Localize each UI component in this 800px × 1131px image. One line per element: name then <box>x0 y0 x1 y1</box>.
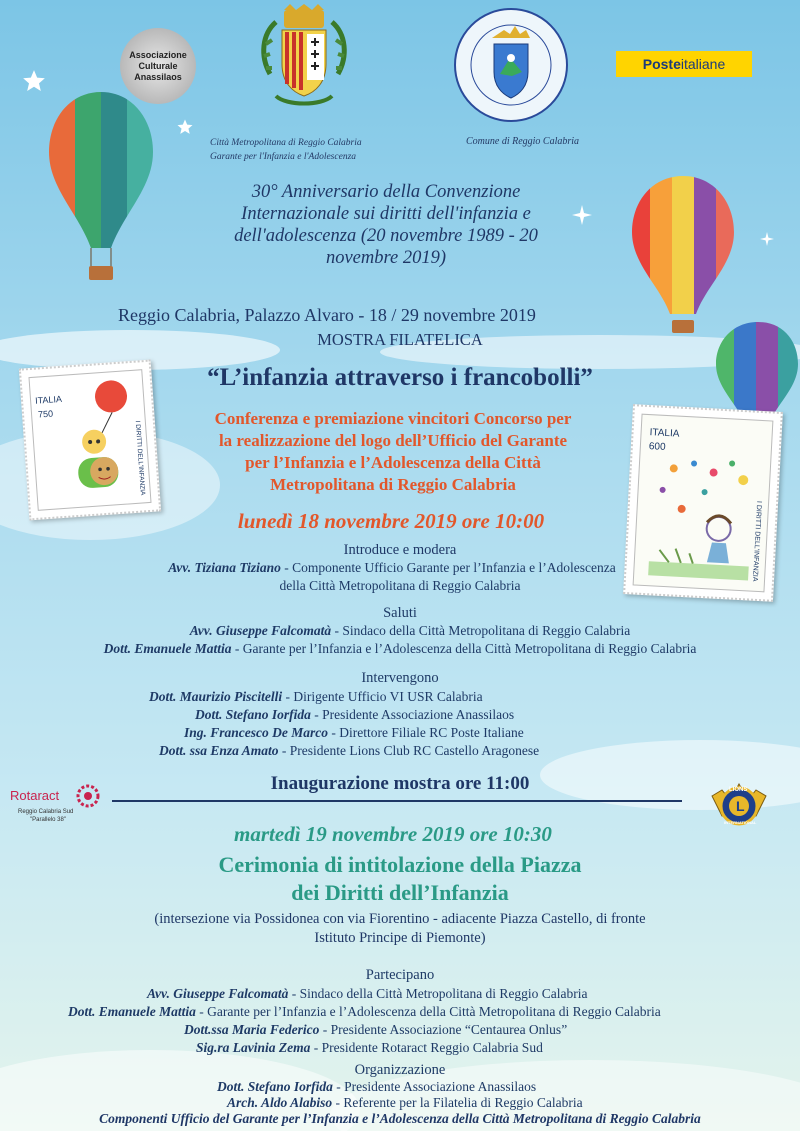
person-role: - Garante per l’Infanzia e l’Adolescenza della Città Metropolitana di Reggio Calabria <box>195 1004 661 1019</box>
saluti-heading: Saluti <box>383 605 417 621</box>
location-line: (intersezione via Possidonea con via Fiorentino - adiacente Piazza Castello, di fronte <box>154 911 646 927</box>
person-line <box>184 1021 567 1039</box>
person-role: - Presidente Lions Club RC Castello Aragonese <box>278 743 540 758</box>
stamp-value: 600 <box>648 441 666 453</box>
organizers-footer: Componenti Ufficio del Garante per l’Infanzia e l’Adolescenza della Città Metropolitana di Reggio Calabria <box>99 1111 701 1126</box>
stamp-left <box>19 360 161 521</box>
title-line: novembre 2019) <box>325 248 447 268</box>
intervengono-heading: Intervengono <box>361 670 439 686</box>
divider <box>112 800 682 802</box>
ceremony-title <box>0 851 800 907</box>
intro-line <box>0 559 800 577</box>
comune-caption: Comune di Reggio Calabria <box>466 136 580 147</box>
poste-logo-bold: Poste <box>642 56 681 72</box>
person-role: - Direttore Filiale RC Poste Italiane <box>328 725 524 740</box>
rotaract-name: Rotaract <box>10 788 60 803</box>
person-line <box>159 742 539 760</box>
rotaract-logo <box>10 782 100 826</box>
person-role: - Referente per la Filatelia di Reggio Calabria <box>332 1095 583 1110</box>
logo-text: Culturale <box>138 60 178 71</box>
intro-role-continued: della Città Metropolitana di Reggio Calabria <box>279 578 521 593</box>
stamp-value: 750 <box>37 408 54 420</box>
comune-seal-icon <box>452 4 570 126</box>
anassilaos-logo <box>120 28 196 104</box>
date-monday: lunedì 18 novembre 2019 ore 10:00 <box>237 509 545 533</box>
mostra-label: MOSTRA FILATELICA <box>317 330 483 349</box>
person-role: - Presidente Rotaract Reggio Calabria Sud <box>310 1040 543 1055</box>
location-line: Istituto Principe di Piemonte) <box>314 930 486 946</box>
hot-air-balloon-icon <box>628 172 738 337</box>
hot-air-balloon-icon <box>45 88 157 283</box>
person-role: - Garante per l’Infanzia e l’Adolescenza della Città Metropolitana di Reggio Calabria <box>231 641 697 656</box>
person-line <box>0 640 800 658</box>
poste-italiane-logo <box>616 51 752 77</box>
lions-sub: INTERNATIONAL <box>724 820 757 825</box>
person-name: Dott. Stefano Iorfida <box>217 1079 333 1094</box>
event-place: Reggio Calabria, Palazzo Alvaro - 18 / 29 novembre 2019 <box>118 305 536 325</box>
child-with-balloon-icon <box>58 373 146 502</box>
metro-caption-line: Città Metropolitana di Reggio Calabria <box>210 138 362 148</box>
person-role: - Sindaco della Città Metropolitana di Reggio Calabria <box>331 623 631 638</box>
poste-logo-light: italiane <box>680 56 726 72</box>
person-name: Avv. Giuseppe Falcomatà <box>189 623 332 638</box>
person-name: Dott.ssa Maria Federico <box>184 1022 320 1037</box>
title-line: dell'adolescenza (20 novembre 1989 - 20 <box>234 226 538 246</box>
person-line <box>68 1003 661 1021</box>
person-name: Dott. Emanuele Mattia <box>103 641 232 656</box>
conference-line: Conferenza e premiazione vincitori Concorso per <box>214 409 572 428</box>
conference-line: Metropolitana di Reggio Calabria <box>270 475 516 494</box>
rotaract-wheel-icon <box>76 784 100 808</box>
svg-text:L: L <box>736 798 745 814</box>
person-role: - Componente Ufficio Garante per l’Infanzia e l’Adolescenza <box>280 560 616 575</box>
person-name: Dott. Emanuele Mattia <box>68 1004 196 1019</box>
stamp-caption: I DIRITTI DELL'INFANZIA <box>133 420 146 496</box>
person-name: Dott. ssa Enza Amato <box>159 743 279 758</box>
person-name: Sig.ra Lavinia Zema <box>196 1040 311 1055</box>
ceremony-line: Cerimonia di intitolazione della Piazza <box>218 852 582 877</box>
person-name: Ing. Francesco De Marco <box>184 725 328 740</box>
metro-caption-line: Garante per l'Infanzia e l'Adolescenza <box>210 152 357 162</box>
person-line <box>184 724 524 742</box>
logo-text: Anassilaos <box>134 71 182 82</box>
person-role: - Presidente Associazione Anassilaos <box>332 1079 537 1094</box>
intro-heading: Introduce e modera <box>343 542 457 558</box>
metro-coat-of-arms-icon <box>256 4 352 122</box>
ceremony-location <box>0 910 800 948</box>
anniversary-title <box>160 181 612 269</box>
person-line <box>0 622 800 640</box>
ceremony-line: dei Diritti dell’Infanzia <box>291 880 509 905</box>
lions-name: LIONS <box>729 787 748 793</box>
title-line: Internazionale sui diritti dell'infanzia e <box>241 204 531 224</box>
title-line: 30° Anniversario della Convenzione <box>251 182 521 202</box>
stamp-caption: I DIRITTI DELL'INFANZIA <box>750 500 763 582</box>
person-line <box>196 1039 543 1057</box>
metro-caption <box>210 136 420 164</box>
star-icon <box>176 118 194 136</box>
exhibit-title: “L’infanzia attraverso i francobolli” <box>207 364 593 391</box>
rotaract-sub: Reggio Calabria Sud <box>18 809 74 815</box>
organizzazione-heading: Organizzazione <box>354 1062 446 1078</box>
conference-line: per l’Infanzia e l’Adolescenza della Città <box>245 453 541 472</box>
stamp-country: ITALIA <box>649 427 680 440</box>
star-icon <box>20 68 48 94</box>
person-name: Dott. Maurizio Piscitelli <box>149 689 283 704</box>
logo-text: Associazione <box>129 49 187 60</box>
person-role: - Presidente Associazione Anassilaos <box>310 707 515 722</box>
rotaract-sub: "Parallelo 38" <box>30 817 66 823</box>
person-name: Avv. Tiziana Tiziano <box>168 560 281 575</box>
inauguration-time: Inaugurazione mostra ore 11:00 <box>270 773 530 794</box>
person-name: Avv. Giuseppe Falcomatà <box>147 986 289 1001</box>
person-line <box>149 688 483 706</box>
sparkle-icon <box>760 232 774 246</box>
stamp-country: ITALIA <box>34 393 63 406</box>
conference-line: la realizzazione del logo dell’Ufficio del Garante <box>218 431 568 450</box>
person-role: - Sindaco della Città Metropolitana di Reggio Calabria <box>288 986 588 1001</box>
person-role: - Dirigente Ufficio VI USR Calabria <box>282 689 483 704</box>
person-line <box>195 706 514 724</box>
conference-block <box>160 408 626 496</box>
person-line <box>147 985 588 1003</box>
person-name: Dott. Stefano Iorfida <box>195 707 311 722</box>
person-role: - Presidente Associazione “Centaurea Onlus” <box>319 1022 568 1037</box>
partecipano-heading: Partecipano <box>365 967 435 983</box>
date-tuesday: martedì 19 novembre 2019 ore 10:30 <box>234 822 552 846</box>
person-name: Arch. Aldo Alabiso <box>227 1095 333 1110</box>
